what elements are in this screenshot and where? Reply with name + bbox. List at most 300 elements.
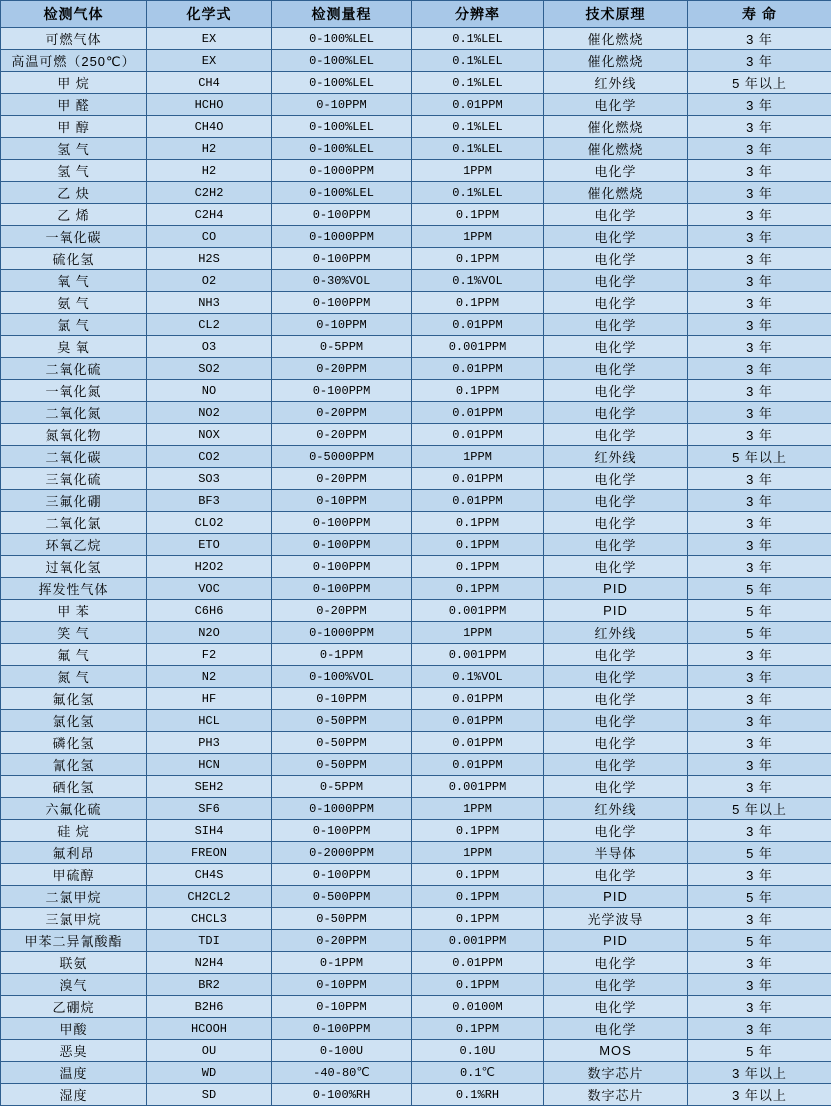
cell-principle: 电化学 xyxy=(544,424,688,446)
cell-range: 0-10PPM xyxy=(272,996,412,1018)
cell-range: 0-20PPM xyxy=(272,358,412,380)
cell-lifetime: 3 年 xyxy=(688,160,831,182)
cell-principle: 电化学 xyxy=(544,314,688,336)
cell-range: 0-10PPM xyxy=(272,314,412,336)
cell-formula: ETO xyxy=(147,534,272,556)
cell-formula: HCN xyxy=(147,754,272,776)
cell-formula: C6H6 xyxy=(147,600,272,622)
cell-principle: 电化学 xyxy=(544,754,688,776)
cell-range: 0-100PPM xyxy=(272,578,412,600)
cell-resolution: 0.1PPM xyxy=(412,380,544,402)
cell-formula: CHCL3 xyxy=(147,908,272,930)
cell-lifetime: 3 年 xyxy=(688,688,831,710)
cell-formula: SIH4 xyxy=(147,820,272,842)
cell-resolution: 0.1PPM xyxy=(412,534,544,556)
cell-range: 0-5PPM xyxy=(272,776,412,798)
cell-resolution: 0.001PPM xyxy=(412,644,544,666)
cell-lifetime: 5 年以上 xyxy=(688,798,831,820)
cell-range: 0-1000PPM xyxy=(272,622,412,644)
cell-formula: NH3 xyxy=(147,292,272,314)
cell-lifetime: 3 年 xyxy=(688,424,831,446)
cell-resolution: 0.1PPM xyxy=(412,204,544,226)
cell-lifetime: 3 年 xyxy=(688,204,831,226)
cell-lifetime: 3 年 xyxy=(688,50,831,72)
table-row xyxy=(1,578,831,600)
cell-formula: CH2CL2 xyxy=(147,886,272,908)
cell-principle: 电化学 xyxy=(544,864,688,886)
cell-principle: 催化燃烧 xyxy=(544,116,688,138)
cell-formula: CH4 xyxy=(147,72,272,94)
cell-range: 0-100%LEL xyxy=(272,50,412,72)
cell-resolution: 0.1%RH xyxy=(412,1084,544,1106)
cell-range: 0-100%RH xyxy=(272,1084,412,1106)
cell-range: 0-100PPM xyxy=(272,534,412,556)
cell-gas: 乙 烯 xyxy=(1,204,147,226)
cell-resolution: 0.001PPM xyxy=(412,600,544,622)
cell-lifetime: 3 年 xyxy=(688,974,831,996)
cell-gas: 恶臭 xyxy=(1,1040,147,1062)
cell-formula: N2H4 xyxy=(147,952,272,974)
cell-range: 0-100PPM xyxy=(272,556,412,578)
table-row xyxy=(1,732,831,754)
cell-lifetime: 3 年 xyxy=(688,644,831,666)
cell-range: 0-1000PPM xyxy=(272,160,412,182)
cell-formula: PH3 xyxy=(147,732,272,754)
cell-resolution: 0.01PPM xyxy=(412,468,544,490)
cell-lifetime: 3 年 xyxy=(688,666,831,688)
cell-resolution: 1PPM xyxy=(412,446,544,468)
cell-lifetime: 3 年 xyxy=(688,512,831,534)
cell-resolution: 0.1PPM xyxy=(412,578,544,600)
cell-principle: MOS xyxy=(544,1040,688,1062)
table-row xyxy=(1,314,831,336)
cell-resolution: 0.01PPM xyxy=(412,710,544,732)
table-row xyxy=(1,534,831,556)
cell-lifetime: 3 年 xyxy=(688,248,831,270)
cell-gas: 甲酸 xyxy=(1,1018,147,1040)
cell-lifetime: 5 年 xyxy=(688,842,831,864)
cell-lifetime: 3 年 xyxy=(688,754,831,776)
cell-principle: 数字芯片 xyxy=(544,1062,688,1084)
cell-gas: 温度 xyxy=(1,1062,147,1084)
cell-resolution: 0.01PPM xyxy=(412,402,544,424)
cell-resolution: 0.1PPM xyxy=(412,292,544,314)
cell-range: 0-20PPM xyxy=(272,424,412,446)
table-row xyxy=(1,666,831,688)
cell-gas: 甲 醇 xyxy=(1,116,147,138)
table-row xyxy=(1,930,831,952)
cell-resolution: 0.1PPM xyxy=(412,974,544,996)
cell-lifetime: 3 年 xyxy=(688,138,831,160)
cell-range: 0-100PPM xyxy=(272,292,412,314)
table-row xyxy=(1,864,831,886)
cell-principle: 电化学 xyxy=(544,358,688,380)
cell-lifetime: 5 年 xyxy=(688,1040,831,1062)
cell-formula: HCOOH xyxy=(147,1018,272,1040)
cell-gas: 硅 烷 xyxy=(1,820,147,842)
cell-resolution: 0.001PPM xyxy=(412,930,544,952)
cell-resolution: 0.001PPM xyxy=(412,336,544,358)
table-row xyxy=(1,688,831,710)
cell-range: 0-5000PPM xyxy=(272,446,412,468)
cell-gas: 甲苯二异氰酸酯 xyxy=(1,930,147,952)
cell-gas: 乙硼烷 xyxy=(1,996,147,1018)
cell-range: 0-100PPM xyxy=(272,380,412,402)
cell-gas: 硫化氢 xyxy=(1,248,147,270)
cell-resolution: 0.01PPM xyxy=(412,688,544,710)
cell-gas: 氧 气 xyxy=(1,270,147,292)
cell-gas: 一氧化氮 xyxy=(1,380,147,402)
cell-lifetime: 3 年以上 xyxy=(688,1062,831,1084)
cell-principle: 电化学 xyxy=(544,534,688,556)
table-row xyxy=(1,116,831,138)
cell-principle: 半导体 xyxy=(544,842,688,864)
cell-lifetime: 3 年 xyxy=(688,28,831,50)
table-row xyxy=(1,72,831,94)
cell-gas: 硒化氢 xyxy=(1,776,147,798)
cell-range: 0-50PPM xyxy=(272,710,412,732)
cell-principle: 电化学 xyxy=(544,666,688,688)
cell-formula: SEH2 xyxy=(147,776,272,798)
cell-gas: 三氯甲烷 xyxy=(1,908,147,930)
table-row xyxy=(1,908,831,930)
table-row xyxy=(1,996,831,1018)
cell-range: 0-20PPM xyxy=(272,402,412,424)
cell-principle: 红外线 xyxy=(544,622,688,644)
table-row xyxy=(1,1062,831,1084)
table-row xyxy=(1,798,831,820)
cell-formula: H2 xyxy=(147,160,272,182)
cell-gas: 氨 气 xyxy=(1,292,147,314)
cell-range: 0-50PPM xyxy=(272,754,412,776)
cell-formula: CH4S xyxy=(147,864,272,886)
cell-principle: 电化学 xyxy=(544,292,688,314)
cell-principle: 电化学 xyxy=(544,94,688,116)
cell-principle: 催化燃烧 xyxy=(544,138,688,160)
cell-formula: CH4O xyxy=(147,116,272,138)
cell-range: 0-100PPM xyxy=(272,204,412,226)
table-row xyxy=(1,1018,831,1040)
cell-gas: 二氧化硫 xyxy=(1,358,147,380)
cell-gas: 笑 气 xyxy=(1,622,147,644)
cell-resolution: 0.01PPM xyxy=(412,358,544,380)
table-row xyxy=(1,820,831,842)
cell-resolution: 0.10U xyxy=(412,1040,544,1062)
cell-formula: TDI xyxy=(147,930,272,952)
cell-principle: PID xyxy=(544,578,688,600)
cell-resolution: 1PPM xyxy=(412,842,544,864)
table-row xyxy=(1,380,831,402)
table-row xyxy=(1,556,831,578)
cell-gas: 氟利昂 xyxy=(1,842,147,864)
cell-principle: 电化学 xyxy=(544,468,688,490)
table-row xyxy=(1,644,831,666)
cell-lifetime: 3 年 xyxy=(688,116,831,138)
cell-formula: WD xyxy=(147,1062,272,1084)
cell-principle: 电化学 xyxy=(544,688,688,710)
cell-range: 0-50PPM xyxy=(272,732,412,754)
table-row xyxy=(1,182,831,204)
cell-principle: 电化学 xyxy=(544,644,688,666)
cell-lifetime: 5 年 xyxy=(688,930,831,952)
table-row xyxy=(1,336,831,358)
cell-formula: CO2 xyxy=(147,446,272,468)
cell-formula: HF xyxy=(147,688,272,710)
cell-principle: 电化学 xyxy=(544,380,688,402)
cell-resolution: 0.01PPM xyxy=(412,94,544,116)
cell-gas: 甲 醛 xyxy=(1,94,147,116)
table-row xyxy=(1,292,831,314)
cell-resolution: 0.1%LEL xyxy=(412,28,544,50)
column-header-range: 检测量程 xyxy=(272,1,412,28)
cell-resolution: 0.01PPM xyxy=(412,314,544,336)
cell-gas: 挥发性气体 xyxy=(1,578,147,600)
cell-formula: NO xyxy=(147,380,272,402)
cell-resolution: 0.01PPM xyxy=(412,952,544,974)
cell-gas: 可燃气体 xyxy=(1,28,147,50)
cell-range: 0-100%VOL xyxy=(272,666,412,688)
cell-principle: 电化学 xyxy=(544,996,688,1018)
cell-range: 0-100PPM xyxy=(272,248,412,270)
cell-lifetime: 3 年 xyxy=(688,732,831,754)
cell-formula: BF3 xyxy=(147,490,272,512)
column-header-gas: 检测气体 xyxy=(1,1,147,28)
cell-range: 0-50PPM xyxy=(272,908,412,930)
cell-lifetime: 3 年 xyxy=(688,908,831,930)
cell-lifetime: 3 年 xyxy=(688,270,831,292)
cell-principle: 光学波导 xyxy=(544,908,688,930)
cell-gas: 联氨 xyxy=(1,952,147,974)
cell-lifetime: 3 年 xyxy=(688,336,831,358)
cell-lifetime: 3 年 xyxy=(688,710,831,732)
cell-lifetime: 5 年以上 xyxy=(688,72,831,94)
cell-principle: 电化学 xyxy=(544,556,688,578)
cell-principle: 电化学 xyxy=(544,270,688,292)
cell-principle: 电化学 xyxy=(544,490,688,512)
cell-principle: 催化燃烧 xyxy=(544,50,688,72)
table-row xyxy=(1,622,831,644)
cell-resolution: 0.1%LEL xyxy=(412,50,544,72)
table-row xyxy=(1,842,831,864)
cell-formula: SD xyxy=(147,1084,272,1106)
cell-range: 0-20PPM xyxy=(272,600,412,622)
cell-range: 0-100U xyxy=(272,1040,412,1062)
column-header-lifetime: 寿 命 xyxy=(688,1,831,28)
cell-formula: N2O xyxy=(147,622,272,644)
cell-principle: 红外线 xyxy=(544,798,688,820)
cell-resolution: 0.1PPM xyxy=(412,248,544,270)
cell-range: 0-100%LEL xyxy=(272,182,412,204)
cell-range: 0-10PPM xyxy=(272,974,412,996)
cell-resolution: 0.1PPM xyxy=(412,820,544,842)
cell-gas: 二氯甲烷 xyxy=(1,886,147,908)
cell-lifetime: 3 年 xyxy=(688,534,831,556)
cell-principle: 电化学 xyxy=(544,732,688,754)
cell-principle: PID xyxy=(544,930,688,952)
cell-principle: 红外线 xyxy=(544,72,688,94)
table-row xyxy=(1,490,831,512)
cell-range: -40-80℃ xyxy=(272,1062,412,1084)
cell-principle: 催化燃烧 xyxy=(544,28,688,50)
cell-principle: PID xyxy=(544,600,688,622)
table-row xyxy=(1,754,831,776)
cell-formula: HCHO xyxy=(147,94,272,116)
cell-resolution: 0.01PPM xyxy=(412,490,544,512)
cell-formula: HCL xyxy=(147,710,272,732)
cell-gas: 溴气 xyxy=(1,974,147,996)
table-row xyxy=(1,204,831,226)
cell-resolution: 0.001PPM xyxy=(412,776,544,798)
cell-range: 0-1000PPM xyxy=(272,226,412,248)
cell-principle: 电化学 xyxy=(544,952,688,974)
table-row xyxy=(1,358,831,380)
cell-resolution: 1PPM xyxy=(412,226,544,248)
cell-resolution: 0.1PPM xyxy=(412,886,544,908)
cell-gas: 甲 苯 xyxy=(1,600,147,622)
cell-formula: H2S xyxy=(147,248,272,270)
cell-gas: 甲硫醇 xyxy=(1,864,147,886)
cell-lifetime: 3 年 xyxy=(688,380,831,402)
cell-lifetime: 3 年 xyxy=(688,996,831,1018)
cell-range: 0-2000PPM xyxy=(272,842,412,864)
cell-principle: 电化学 xyxy=(544,226,688,248)
cell-resolution: 0.01PPM xyxy=(412,424,544,446)
cell-resolution: 1PPM xyxy=(412,798,544,820)
cell-formula: O2 xyxy=(147,270,272,292)
cell-formula: NOX xyxy=(147,424,272,446)
cell-principle: 红外线 xyxy=(544,446,688,468)
table-row xyxy=(1,776,831,798)
cell-formula: H2O2 xyxy=(147,556,272,578)
table-row xyxy=(1,446,831,468)
cell-lifetime: 3 年 xyxy=(688,490,831,512)
table-row xyxy=(1,50,831,72)
cell-resolution: 1PPM xyxy=(412,622,544,644)
cell-principle: 催化燃烧 xyxy=(544,182,688,204)
cell-lifetime: 3 年 xyxy=(688,226,831,248)
cell-formula: OU xyxy=(147,1040,272,1062)
cell-resolution: 0.1%VOL xyxy=(412,270,544,292)
cell-formula: H2 xyxy=(147,138,272,160)
cell-lifetime: 5 年 xyxy=(688,886,831,908)
cell-gas: 环氧乙烷 xyxy=(1,534,147,556)
cell-range: 0-1PPM xyxy=(272,644,412,666)
cell-formula: CLO2 xyxy=(147,512,272,534)
cell-gas: 过氧化氢 xyxy=(1,556,147,578)
cell-resolution: 0.1PPM xyxy=(412,556,544,578)
cell-principle: 电化学 xyxy=(544,974,688,996)
cell-formula: NO2 xyxy=(147,402,272,424)
cell-lifetime: 3 年 xyxy=(688,358,831,380)
cell-gas: 氯化氢 xyxy=(1,710,147,732)
cell-lifetime: 3 年 xyxy=(688,182,831,204)
cell-principle: 电化学 xyxy=(544,160,688,182)
table-row xyxy=(1,952,831,974)
cell-lifetime: 3 年 xyxy=(688,864,831,886)
cell-lifetime: 5 年 xyxy=(688,578,831,600)
cell-range: 0-20PPM xyxy=(272,930,412,952)
cell-resolution: 0.1%LEL xyxy=(412,182,544,204)
cell-range: 0-1PPM xyxy=(272,952,412,974)
cell-gas: 二氧化氯 xyxy=(1,512,147,534)
column-header-formula: 化学式 xyxy=(147,1,272,28)
table-row xyxy=(1,248,831,270)
cell-range: 0-100%LEL xyxy=(272,28,412,50)
cell-resolution: 0.1PPM xyxy=(412,512,544,534)
cell-formula: BR2 xyxy=(147,974,272,996)
table-row xyxy=(1,402,831,424)
cell-gas: 二氧化碳 xyxy=(1,446,147,468)
cell-range: 0-10PPM xyxy=(272,490,412,512)
table-row xyxy=(1,226,831,248)
table-row xyxy=(1,270,831,292)
cell-gas: 三氟化硼 xyxy=(1,490,147,512)
cell-gas: 氟 气 xyxy=(1,644,147,666)
cell-lifetime: 3 年 xyxy=(688,292,831,314)
cell-resolution: 0.1PPM xyxy=(412,908,544,930)
cell-lifetime: 3 年 xyxy=(688,468,831,490)
cell-resolution: 0.1%LEL xyxy=(412,116,544,138)
cell-gas: 氢 气 xyxy=(1,138,147,160)
cell-lifetime: 3 年 xyxy=(688,776,831,798)
cell-principle: 电化学 xyxy=(544,248,688,270)
cell-principle: PID xyxy=(544,886,688,908)
cell-formula: B2H6 xyxy=(147,996,272,1018)
table-row xyxy=(1,886,831,908)
cell-range: 0-10PPM xyxy=(272,688,412,710)
cell-gas: 氰化氢 xyxy=(1,754,147,776)
cell-gas: 磷化氢 xyxy=(1,732,147,754)
cell-gas: 乙 炔 xyxy=(1,182,147,204)
cell-range: 0-100PPM xyxy=(272,512,412,534)
cell-range: 0-100PPM xyxy=(272,820,412,842)
cell-formula: EX xyxy=(147,50,272,72)
cell-formula: CL2 xyxy=(147,314,272,336)
table-row xyxy=(1,710,831,732)
table-row xyxy=(1,1040,831,1062)
cell-lifetime: 3 年 xyxy=(688,402,831,424)
cell-formula: C2H4 xyxy=(147,204,272,226)
cell-lifetime: 5 年 xyxy=(688,622,831,644)
cell-range: 0-5PPM xyxy=(272,336,412,358)
table-row xyxy=(1,138,831,160)
cell-gas: 臭 氧 xyxy=(1,336,147,358)
cell-gas: 高温可燃（250℃） xyxy=(1,50,147,72)
cell-gas: 氢 气 xyxy=(1,160,147,182)
cell-lifetime: 3 年 xyxy=(688,556,831,578)
cell-principle: 电化学 xyxy=(544,336,688,358)
cell-formula: EX xyxy=(147,28,272,50)
cell-formula: CO xyxy=(147,226,272,248)
cell-resolution: 0.1PPM xyxy=(412,1018,544,1040)
cell-resolution: 1PPM xyxy=(412,160,544,182)
cell-gas: 湿度 xyxy=(1,1084,147,1106)
cell-resolution: 0.0100M xyxy=(412,996,544,1018)
cell-formula: O3 xyxy=(147,336,272,358)
cell-principle: 电化学 xyxy=(544,512,688,534)
cell-range: 0-100%LEL xyxy=(272,116,412,138)
cell-gas: 甲 烷 xyxy=(1,72,147,94)
cell-gas: 氯 气 xyxy=(1,314,147,336)
cell-gas: 氟化氢 xyxy=(1,688,147,710)
cell-lifetime: 3 年 xyxy=(688,820,831,842)
cell-principle: 电化学 xyxy=(544,402,688,424)
cell-resolution: 0.1PPM xyxy=(412,864,544,886)
cell-lifetime: 5 年 xyxy=(688,600,831,622)
column-header-principle: 技术原理 xyxy=(544,1,688,28)
cell-lifetime: 3 年以上 xyxy=(688,1084,831,1106)
cell-range: 0-10PPM xyxy=(272,94,412,116)
